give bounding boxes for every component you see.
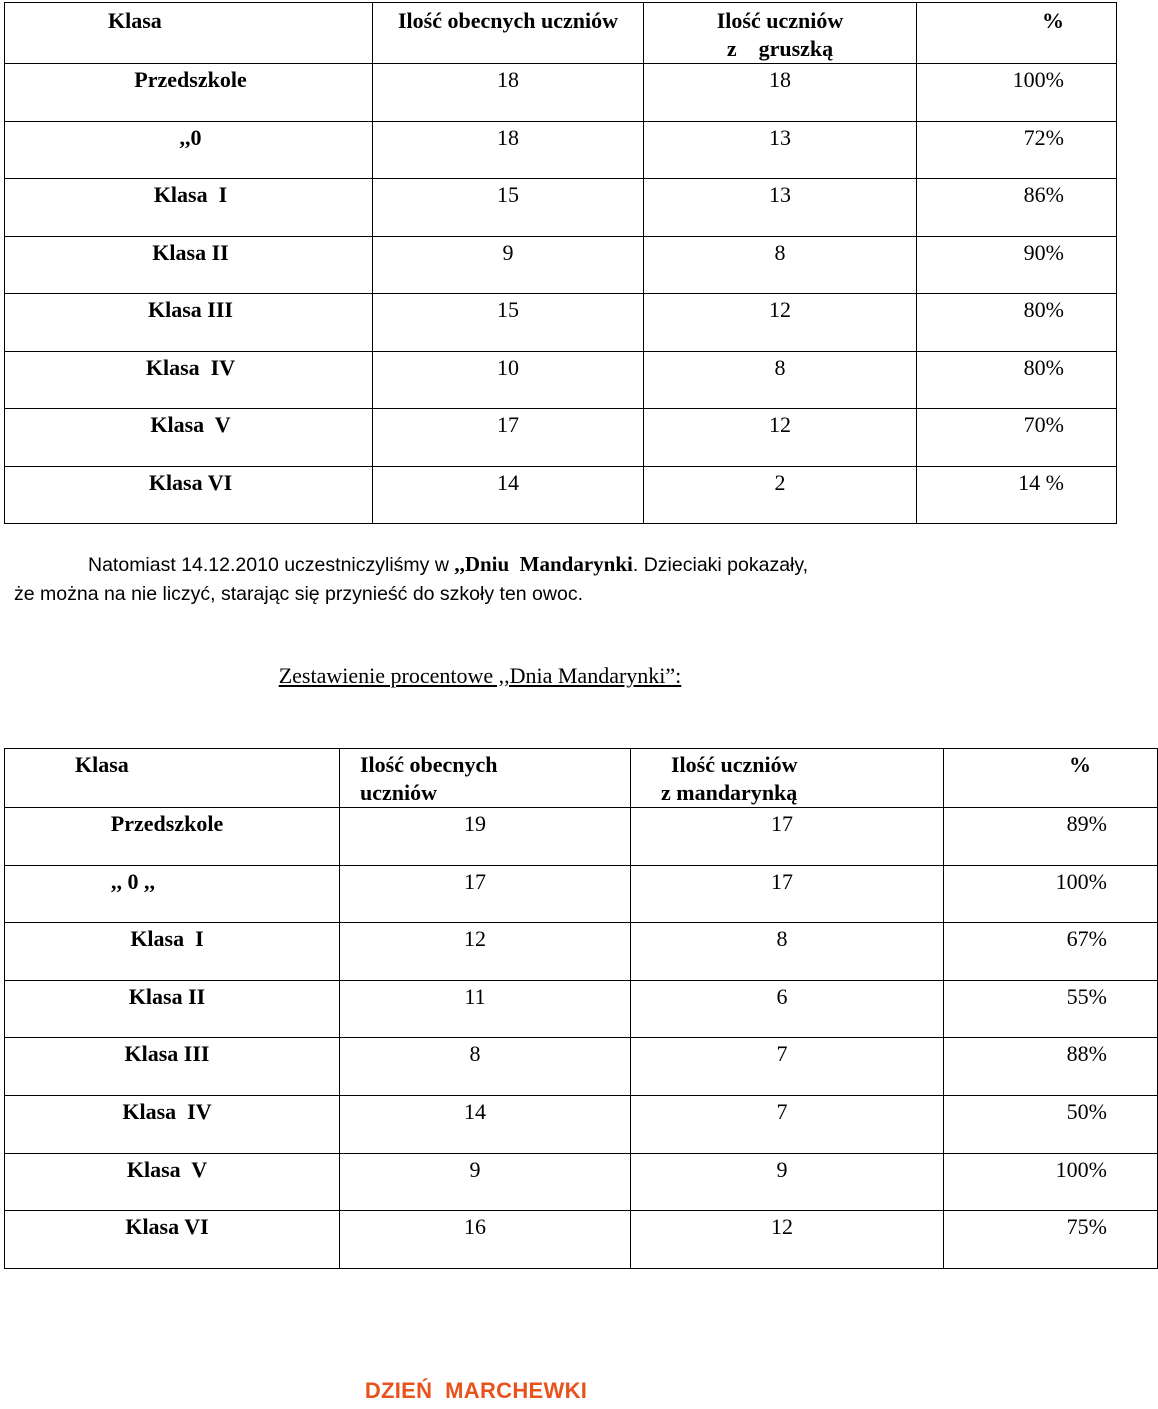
cell-procent: 88% <box>944 1038 1158 1096</box>
cell-z-owocem: 8 <box>644 236 917 294</box>
header-z-owocem-line1: Ilość uczniów <box>716 8 844 33</box>
cell-z-owocem: 7 <box>631 1038 944 1096</box>
cell-obecnych: 16 <box>340 1211 631 1269</box>
cell-obecnych: 14 <box>340 1095 631 1153</box>
header-z-owocem-line2: z mandarynką <box>661 780 798 805</box>
table-row <box>5 1153 1158 1211</box>
table-row <box>5 64 1117 122</box>
cell-procent: 80% <box>917 351 1117 409</box>
cell-klasa: Klasa V <box>5 1153 340 1211</box>
cell-klasa: Klasa VI <box>5 466 373 524</box>
cell-klasa: Klasa IV <box>5 351 373 409</box>
cell-z-owocem: 8 <box>631 923 944 981</box>
table-row <box>5 466 1117 524</box>
cell-procent: 14 % <box>917 466 1117 524</box>
cell-procent: 100% <box>917 64 1117 122</box>
header-procent: % <box>944 749 1158 808</box>
cell-obecnych: 15 <box>373 294 644 352</box>
table-row <box>5 1211 1158 1269</box>
cell-procent: 90% <box>917 236 1117 294</box>
table-row <box>5 294 1117 352</box>
cell-z-owocem: 12 <box>644 294 917 352</box>
cell-procent: 86% <box>917 179 1117 237</box>
section-subtitle: Zestawienie procentowe ,,Dnia Mandarynki”: <box>278 663 682 688</box>
paragraph-line1-start: Natomiast 14.12.2010 uczestniczyliśmy w <box>88 554 455 576</box>
table-row <box>5 236 1117 294</box>
header-z-owocem-line2: z gruszką <box>726 36 834 61</box>
table-row <box>5 923 1158 981</box>
cell-obecnych: 11 <box>340 980 631 1038</box>
cell-obecnych: 9 <box>340 1153 631 1211</box>
cell-procent: 100% <box>944 865 1158 923</box>
header-obecnych-line1: Ilość obecnych <box>360 752 498 777</box>
header-klasa: Klasa <box>5 3 373 64</box>
cell-procent: 72% <box>917 121 1117 179</box>
cell-z-owocem: 8 <box>644 351 917 409</box>
cell-procent: 67% <box>944 923 1158 981</box>
cell-klasa: Klasa II <box>5 980 340 1038</box>
cell-z-owocem: 7 <box>631 1095 944 1153</box>
header-z-owocem <box>644 3 917 64</box>
header-obecnych-line2: uczniów <box>360 780 437 805</box>
header-z-owocem <box>631 749 944 808</box>
table-row <box>5 1038 1158 1096</box>
cell-klasa: ,,0 <box>5 121 373 179</box>
mandarynka-table <box>4 748 1158 1269</box>
table-row <box>5 865 1158 923</box>
cell-obecnych: 12 <box>340 923 631 981</box>
cell-klasa: Klasa IV <box>5 1095 340 1153</box>
cell-obecnych: 15 <box>373 179 644 237</box>
table-row <box>5 179 1117 237</box>
header-procent: % <box>917 3 1117 64</box>
table-header-row <box>5 749 1158 808</box>
cell-obecnych: 18 <box>373 64 644 122</box>
cell-klasa: Klasa VI <box>5 1211 340 1269</box>
cell-procent: 100% <box>944 1153 1158 1211</box>
cell-z-owocem: 12 <box>644 409 917 467</box>
cell-procent: 89% <box>944 808 1158 866</box>
cell-z-owocem: 17 <box>631 808 944 866</box>
table-row <box>5 351 1117 409</box>
cell-klasa: Przedszkole <box>5 64 373 122</box>
cell-obecnych: 17 <box>373 409 644 467</box>
cell-klasa: Przedszkole <box>5 808 340 866</box>
cell-procent: 50% <box>944 1095 1158 1153</box>
header-z-owocem-line1: Ilość uczniów <box>671 752 798 777</box>
table-header-row <box>5 3 1117 64</box>
cell-obecnych: 18 <box>373 121 644 179</box>
cell-klasa: Klasa II <box>5 236 373 294</box>
next-section-title: DZIEŃ MARCHEWKI <box>364 1378 588 1403</box>
cell-klasa: Klasa V <box>5 409 373 467</box>
table-row <box>5 409 1117 467</box>
cell-klasa: Klasa III <box>5 294 373 352</box>
cell-procent: 75% <box>944 1211 1158 1269</box>
cell-procent: 70% <box>917 409 1117 467</box>
cell-procent: 80% <box>917 294 1117 352</box>
header-obecnych <box>340 749 631 808</box>
table-row <box>5 121 1117 179</box>
cell-klasa: ,, 0 ,, <box>5 865 340 923</box>
paragraph-line1-end: . Dzieciaki pokazały, <box>632 554 809 576</box>
summary-paragraph <box>14 550 954 609</box>
cell-obecnych: 9 <box>373 236 644 294</box>
cell-klasa: Klasa I <box>5 179 373 237</box>
header-obecnych: Ilość obecnych uczniów <box>373 3 644 64</box>
cell-z-owocem: 12 <box>631 1211 944 1269</box>
cell-obecnych: 8 <box>340 1038 631 1096</box>
cell-klasa: Klasa I <box>5 923 340 981</box>
table-row <box>5 808 1158 866</box>
cell-procent: 55% <box>944 980 1158 1038</box>
cell-z-owocem: 6 <box>631 980 944 1038</box>
cell-klasa: Klasa III <box>5 1038 340 1096</box>
header-klasa: Klasa <box>5 749 340 808</box>
cell-z-owocem: 13 <box>644 179 917 237</box>
cell-z-owocem: 2 <box>644 466 917 524</box>
cell-z-owocem: 13 <box>644 121 917 179</box>
cell-z-owocem: 17 <box>631 865 944 923</box>
cell-z-owocem: 18 <box>644 64 917 122</box>
table-row <box>5 1095 1158 1153</box>
table-row <box>5 980 1158 1038</box>
gruszka-table <box>4 2 1117 524</box>
paragraph-event-name: ,,Dniu Mandarynki <box>454 552 633 576</box>
cell-z-owocem: 9 <box>631 1153 944 1211</box>
cell-obecnych: 17 <box>340 865 631 923</box>
cell-obecnych: 10 <box>373 351 644 409</box>
paragraph-line-1 <box>14 550 954 580</box>
cell-obecnych: 19 <box>340 808 631 866</box>
cell-obecnych: 14 <box>373 466 644 524</box>
paragraph-line-2: że można na nie liczyć, starając się przynieść do szkoły ten owoc. <box>14 583 583 605</box>
